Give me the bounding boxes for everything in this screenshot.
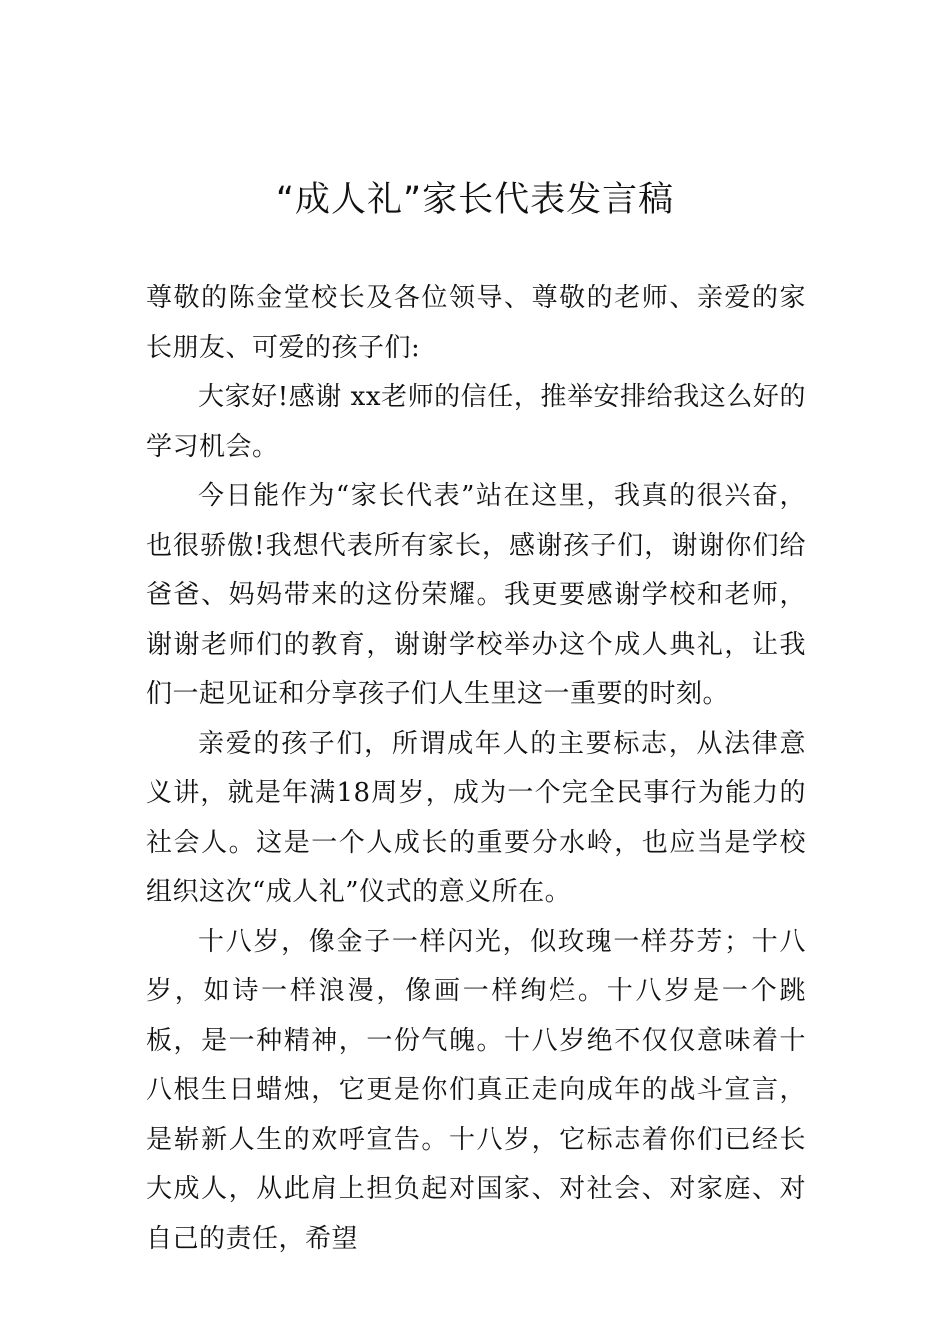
- body-paragraph: 今日能作为“家长代表”站在这里，我真的很兴奋，也很骄傲!我想代表所有家长，感谢孩子们，谢谢你们给爸爸、妈妈带来的这份荣耀。我更要感谢学校和老师，谢谢老师们的教育，谢谢学校举办这个成人典礼，让我们一起见证和分享孩子们人生里这一重要的时刻。: [146, 481, 806, 709]
- body-paragraph: 亲爱的孩子们，所谓成年人的主要标志，从法律意义讲，就是年满18周岁，成为一个完全民事行为能力的社会人。这是一个人成长的重要分水岭，也应当是学校组织这次“成人礼”仪式的意义所在。: [146, 728, 806, 907]
- document-title: “成人礼”家长代表发言稿: [275, 180, 675, 220]
- body-paragraph: 十八岁，像金子一样闪光，似玫瑰一样芬芳；十八岁，如诗一样浪漫，像画一样绚烂。十八岁是一个跳板，是一种精神，一份气魄。十八岁绝不仅仅意味着十八根生日蜡烛，它更是你们真正走向成年的战斗宣言，是崭新人生的欢呼宣告。十八岁，它标志着你们已经长大成人，从此肩上担负起对国家、对社会、对家庭、对自己的责任，希望: [146, 926, 806, 1254]
- document-body: [146, 274, 806, 1264]
- salutation-paragraph: 尊敬的陈金堂校长及各位领导、尊敬的老师、亲爱的家长朋友、可爱的孩子们:: [146, 283, 806, 363]
- greeting-paragraph: 大家好!感谢 xx老师的信任，推举安排给我这么好的学习机会。: [146, 382, 806, 462]
